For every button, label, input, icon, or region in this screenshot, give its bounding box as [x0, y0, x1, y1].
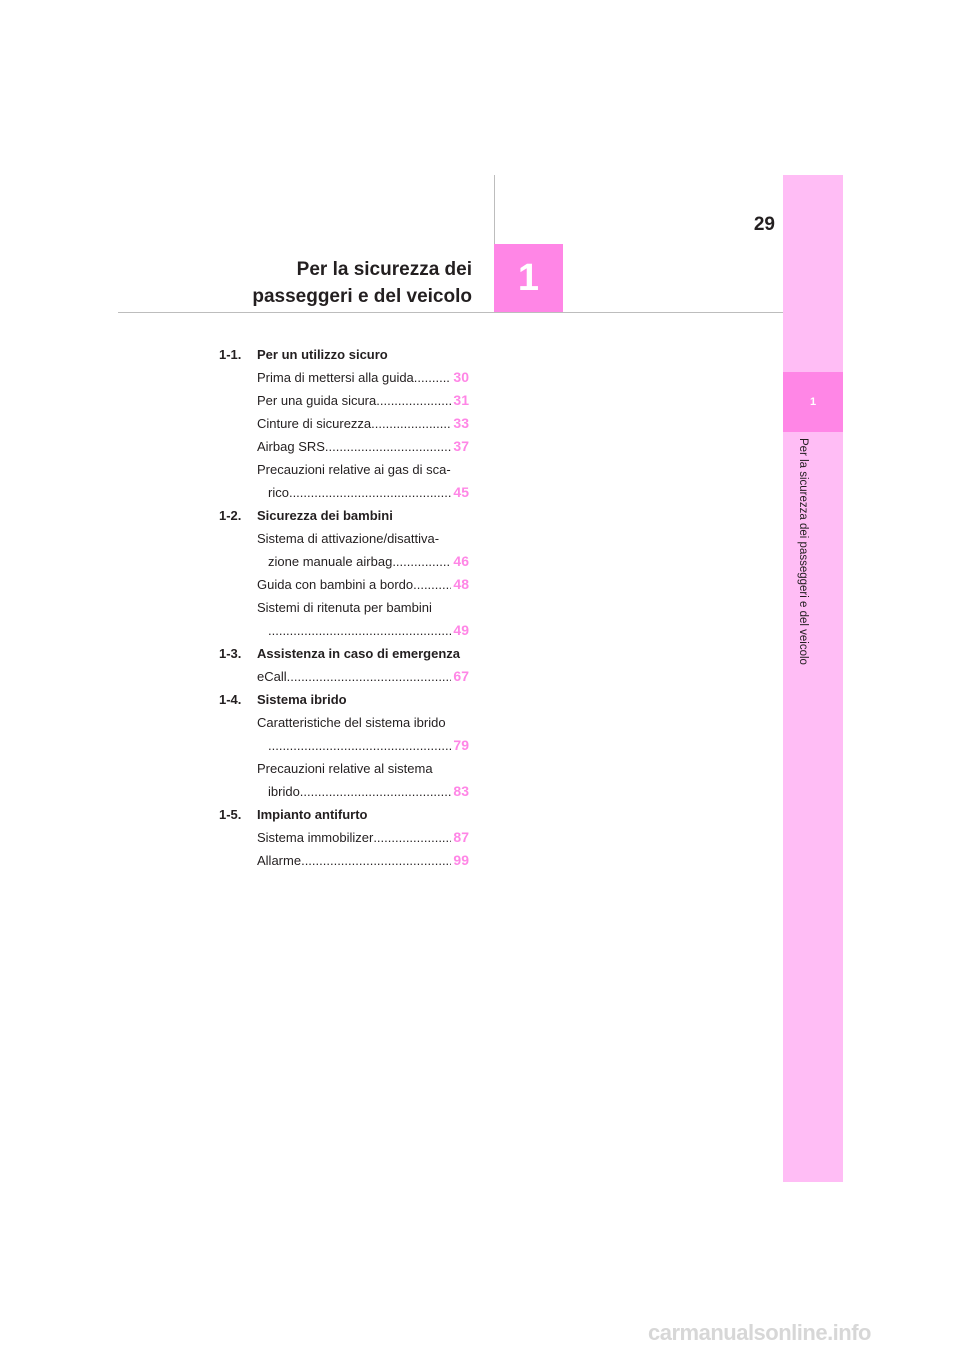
toc-section-1-1[interactable]: 1-1. Per un utilizzo sicuro	[219, 347, 388, 362]
chapter-title-line1: Per la sicurezza dei	[296, 259, 472, 280]
watermark: carmanualsonline.info	[648, 1320, 871, 1345]
page-ref[interactable]: 46	[453, 553, 469, 569]
toc-entry[interactable]: Precauzioni relative al sistema ibrido ..... 83	[257, 757, 469, 803]
toc-entry[interactable]: Cinture di sicurezza ..... 33	[257, 412, 469, 435]
page-ref[interactable]: 30	[453, 369, 469, 385]
toc-entry[interactable]: Prima di mettersi alla guida ..... 30	[257, 366, 469, 389]
toc-section-1-2[interactable]: 1-2. Sicurezza dei bambini	[219, 508, 393, 523]
toc-entry[interactable]: Airbag SRS ..... 37	[257, 435, 469, 458]
page-ref[interactable]: 87	[453, 829, 469, 845]
page-ref[interactable]: 79	[453, 737, 469, 753]
toc-entry[interactable]: Per una guida sicura ..... 31	[257, 389, 469, 412]
side-tab	[783, 175, 843, 1182]
toc-section-1-5[interactable]: 1-5. Impianto antifurto	[219, 807, 368, 822]
page-ref[interactable]: 99	[453, 852, 469, 868]
page-ref[interactable]: 33	[453, 415, 469, 431]
chapter-number-box: 1	[494, 244, 563, 312]
page-ref[interactable]: 37	[453, 438, 469, 454]
side-tab-number: 1	[783, 372, 843, 432]
chapter-title	[252, 256, 472, 310]
page-ref[interactable]: 31	[453, 392, 469, 408]
toc-entry[interactable]: Sistema immobilizer ..... 87	[257, 826, 469, 849]
toc-entry[interactable]: eCall ..... 67	[257, 665, 469, 688]
toc-section-1-4[interactable]: 1-4. Sistema ibrido	[219, 692, 347, 707]
toc-section-1-3[interactable]: 1-3. Assistenza in caso di emergenza	[219, 646, 461, 661]
page-number: 29	[753, 214, 775, 235]
page-ref[interactable]: 49	[453, 622, 469, 638]
toc-entry[interactable]: Sistema di attivazione/disattiva- zione manuale airbag ..... 46	[257, 527, 469, 573]
header-vertical-rule	[494, 175, 495, 245]
toc-entry[interactable]: Caratteristiche del sistema ibrido ..... 79	[257, 711, 469, 757]
chapter-title-line2: passeggeri e del veicolo	[252, 286, 472, 307]
toc-entry[interactable]: Guida con bambini a bordo ..... 48	[257, 573, 469, 596]
toc-entry[interactable]: Sistemi di ritenuta per bambini ..... 49	[257, 596, 469, 642]
table-of-contents	[219, 343, 469, 872]
page-ref[interactable]: 45	[453, 484, 469, 500]
side-tab-label: Per la sicurezza dei passeggeri e del veicolo	[797, 438, 809, 665]
toc-entry[interactable]: Precauzioni relative ai gas di sca- rico ..... 45	[257, 458, 469, 504]
toc-entry[interactable]: Allarme ..... 99	[257, 849, 469, 872]
page-ref[interactable]: 67	[453, 668, 469, 684]
header-horizontal-rule	[118, 312, 783, 313]
page-ref[interactable]: 83	[453, 783, 469, 799]
page-ref[interactable]: 48	[453, 576, 469, 592]
